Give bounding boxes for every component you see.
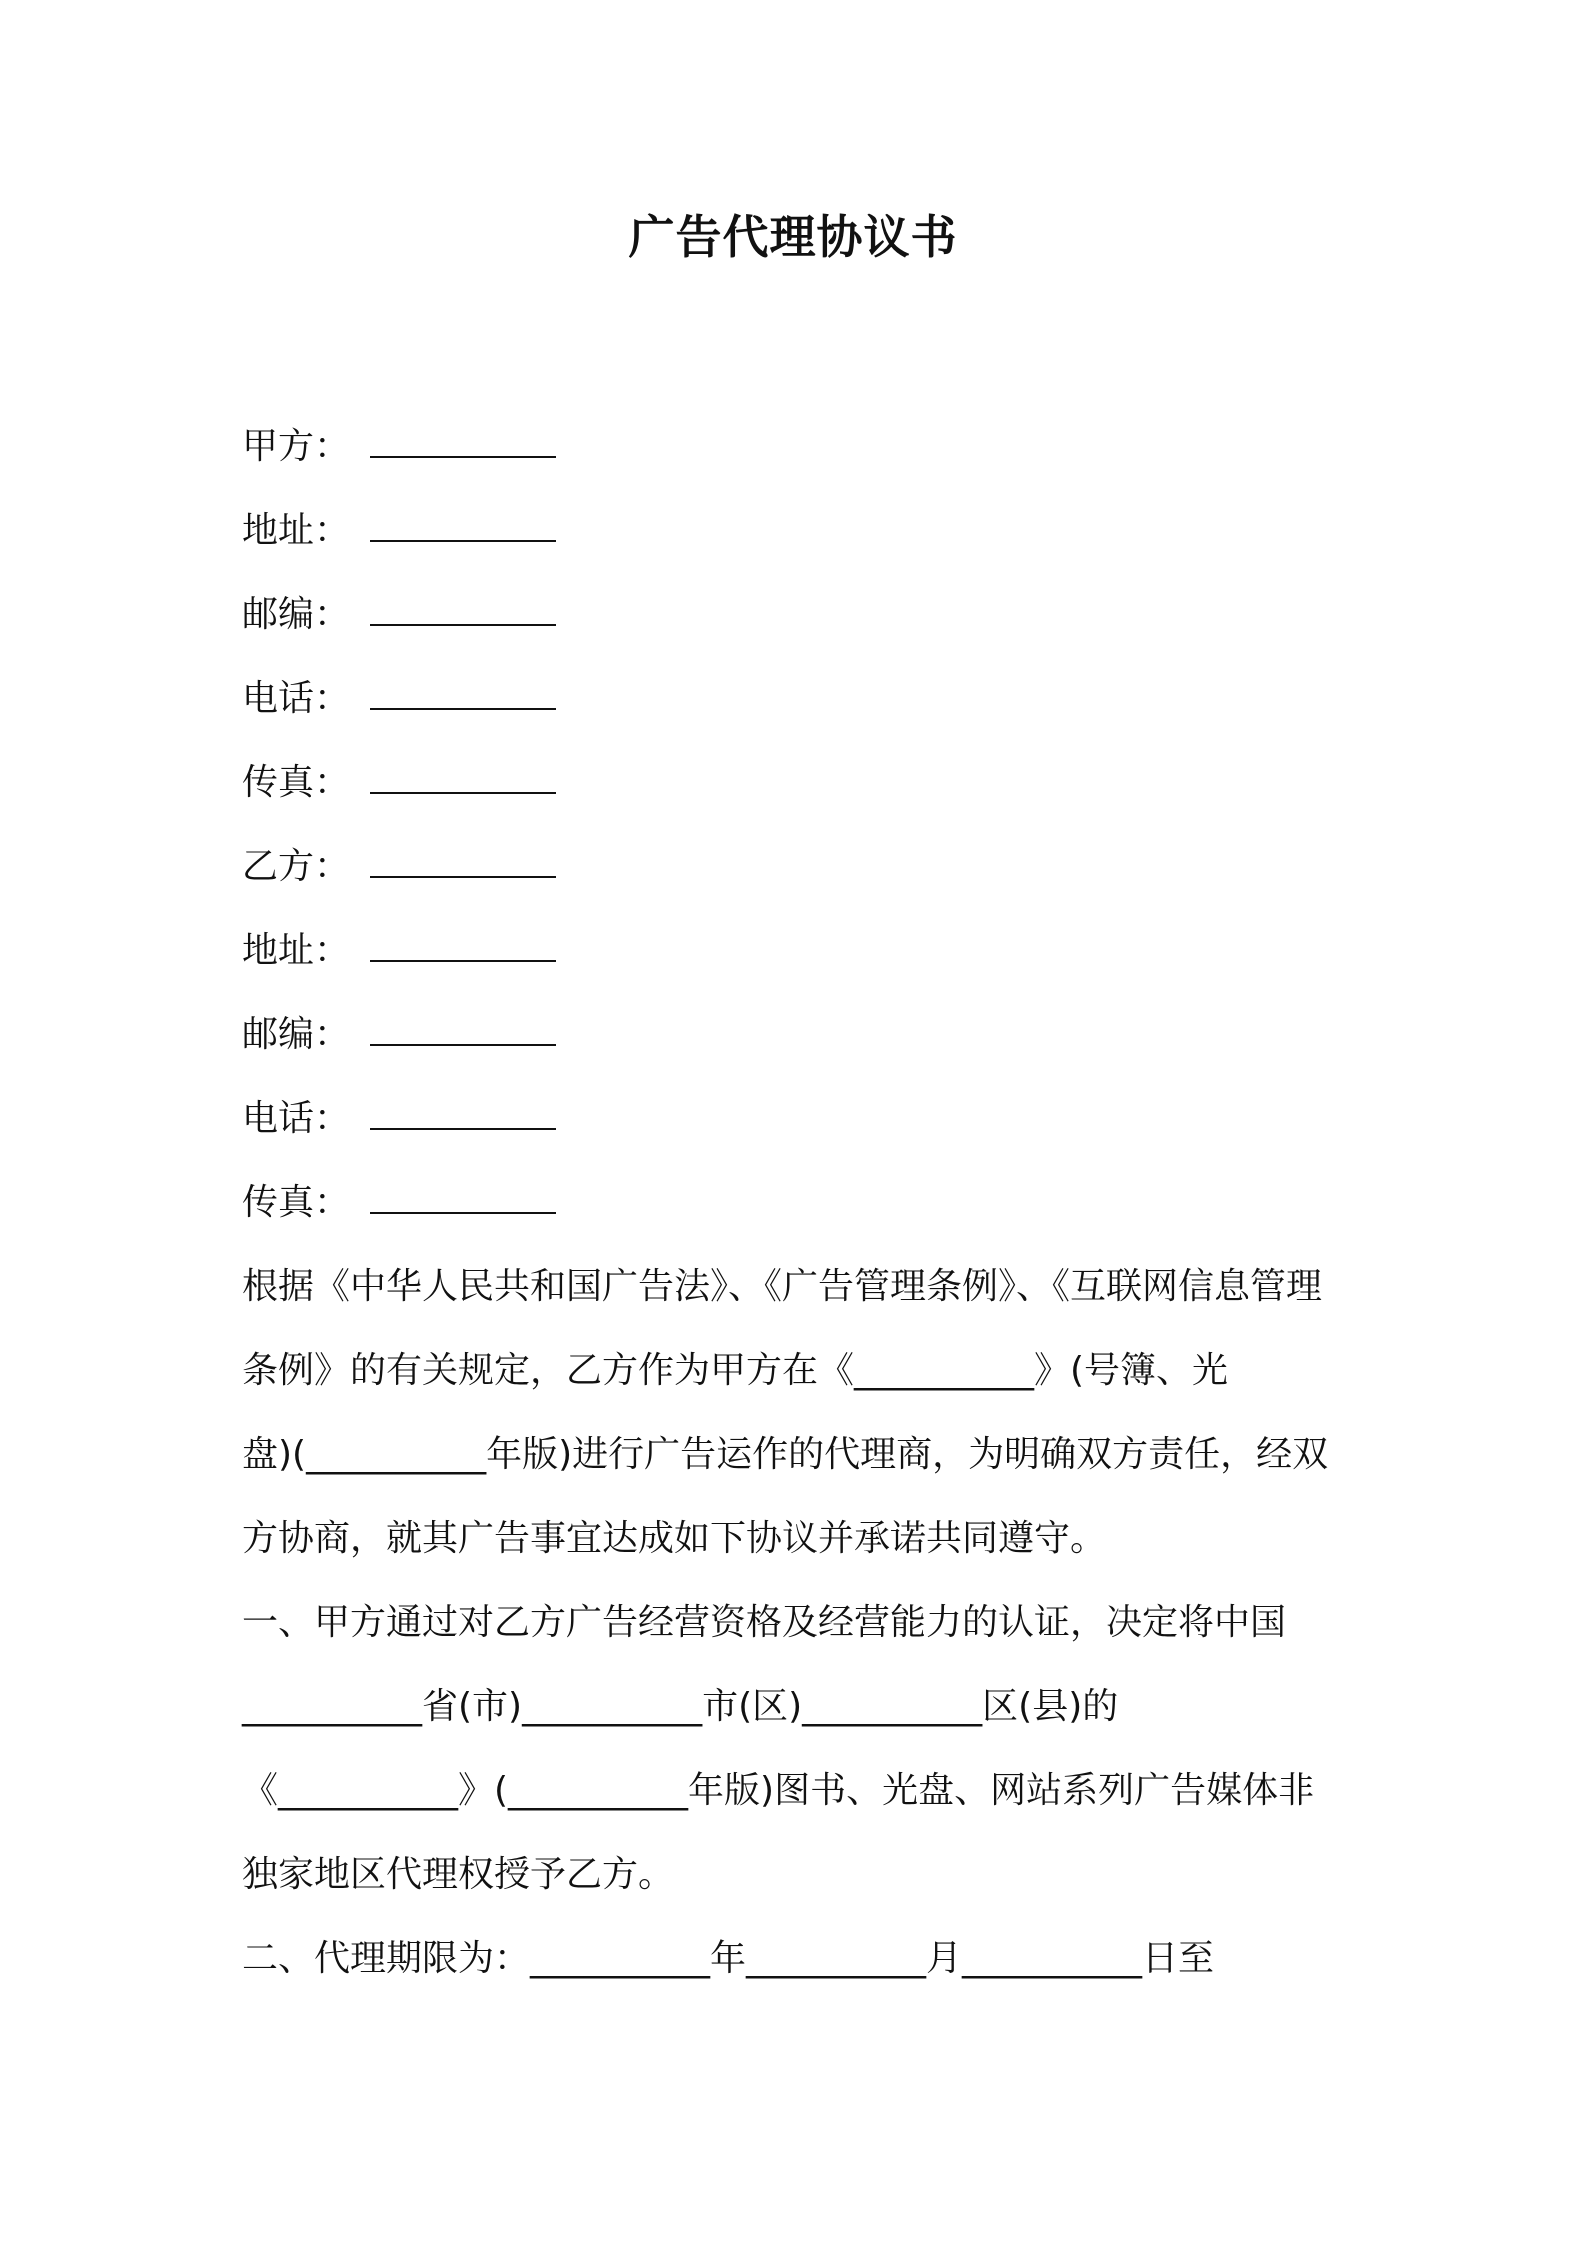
clause-2-line-1: 二、代理期限为：__________年__________月__________日至 xyxy=(242,1938,1215,1979)
party-a-name-label: 甲方： xyxy=(242,426,351,467)
document-title: 广告代理协议书 xyxy=(628,210,958,264)
party-a-name-blank xyxy=(370,430,556,458)
clause-1-line-2: __________省(市)__________市(区)__________区(县)的 xyxy=(242,1686,1119,1727)
party-a-postcode-blank xyxy=(370,598,556,626)
party-b-name-label: 乙方： xyxy=(242,846,351,887)
party-a-phone-blank xyxy=(370,682,556,710)
party-a-postcode-row xyxy=(242,573,1362,657)
preamble-line-1: 根据《中华人民共和国广告法》、《广告管理条例》、《互联网信息管理 xyxy=(242,1266,1323,1307)
party-b-phone-blank xyxy=(370,1102,556,1130)
party-a-phone-label: 电话： xyxy=(242,678,351,719)
party-a-fax-blank xyxy=(370,766,556,794)
party-a-address-blank xyxy=(370,514,556,542)
party-b-postcode-label: 邮编： xyxy=(242,1014,351,1055)
party-b-name-row xyxy=(242,825,1362,909)
document-body xyxy=(242,405,1362,2001)
party-a-phone-row xyxy=(242,657,1362,741)
preamble-line-2: 条例》的有关规定，乙方作为甲方在《__________》(号簿、光 xyxy=(242,1350,1229,1391)
clause-1-line-3: 《__________》(__________年版)图书、光盘、网站系列广告媒体非 xyxy=(242,1770,1315,1811)
party-b-phone-label: 电话： xyxy=(242,1098,351,1139)
party-b-fax-label: 传真： xyxy=(242,1182,351,1223)
party-b-postcode-blank xyxy=(370,1018,556,1046)
clause-1-line-4: 独家地区代理权授予乙方。 xyxy=(242,1854,675,1895)
party-a-fax-row xyxy=(242,741,1362,825)
party-b-fax-blank xyxy=(370,1186,556,1214)
party-a-fax-label: 传真： xyxy=(242,762,351,803)
party-a-address-row xyxy=(242,489,1362,573)
party-b-address-blank xyxy=(370,934,556,962)
party-b-phone-row xyxy=(242,1077,1362,1161)
party-a-name-row xyxy=(242,405,1362,489)
preamble-line-3: 盘)(__________年版)进行广告运作的代理商，为明确双方责任，经双 xyxy=(242,1434,1329,1475)
party-b-address-row xyxy=(242,909,1362,993)
party-a-address-label: 地址： xyxy=(242,510,351,551)
party-b-name-blank xyxy=(370,850,556,878)
party-a-postcode-label: 邮编： xyxy=(242,594,351,635)
party-b-postcode-row xyxy=(242,993,1362,1077)
party-b-address-label: 地址： xyxy=(242,930,351,971)
clause-1-line-1: 一、甲方通过对乙方广告经营资格及经营能力的认证，决定将中国 xyxy=(242,1602,1287,1643)
party-b-fax-row xyxy=(242,1161,1362,1245)
preamble-line-4: 方协商，就其广告事宜达成如下协议并承诺共同遵守。 xyxy=(242,1518,1107,1559)
